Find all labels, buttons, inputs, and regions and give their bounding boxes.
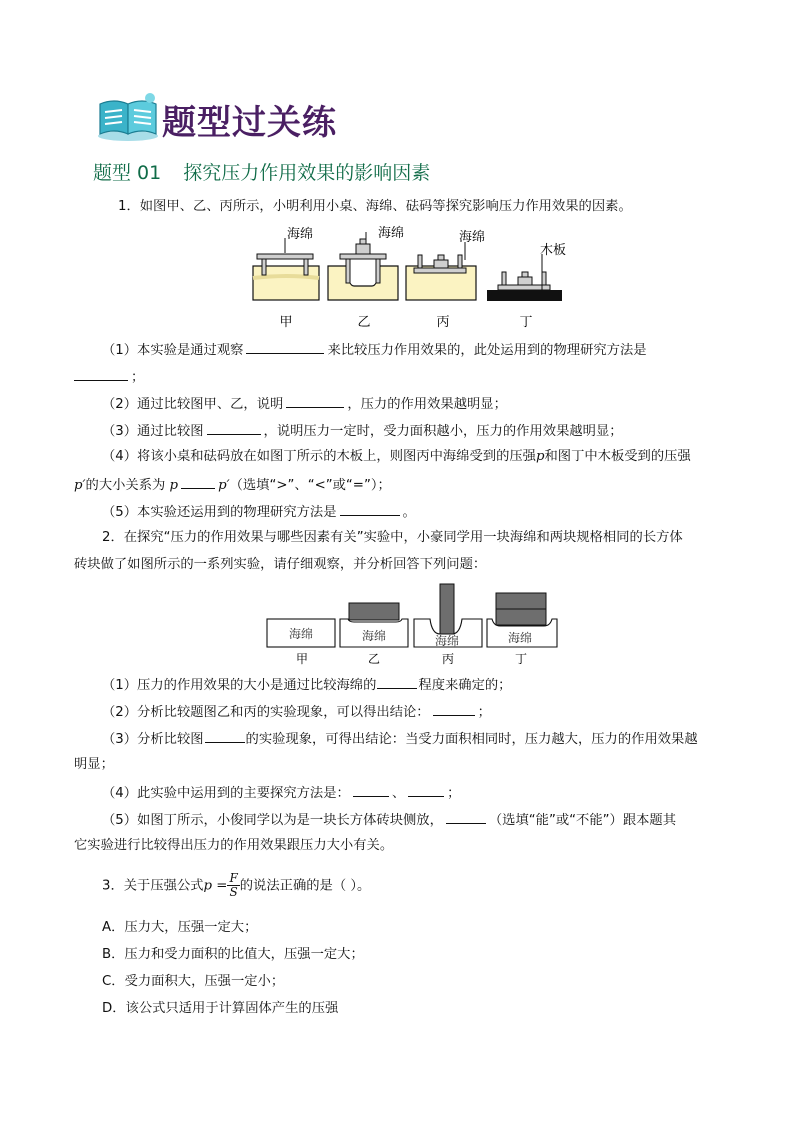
q3-stem: 3．关于压强公式p = $\frac{F}{S}$ 的说法正确的是（ ）。 — [102, 871, 371, 899]
q1-s5-blank[interactable] — [340, 501, 400, 516]
q3-option-a[interactable]: A．压力大，压强一定大； — [102, 920, 258, 935]
q1-figure — [240, 220, 570, 330]
q1-s2: （2）通过比较图甲、乙，说明 ，压力的作用效果越明显； — [102, 393, 507, 415]
q2-s1-blank[interactable] — [377, 674, 417, 689]
q1-s4: （4）将该小桌和砝码放在如图丁所示的木板上，则图丙中海绵受到的压强p和图丁中木板受到的压强 — [102, 449, 691, 464]
q2-figure — [264, 582, 564, 668]
q1-s3-blank[interactable] — [207, 420, 261, 435]
q2-stem-2: 砖块做了如图所示的一系列实验，请仔细观察，并分析回答下列问题： — [74, 557, 487, 572]
q2-s5-blank[interactable] — [446, 809, 486, 824]
fig2-brick-3 — [440, 584, 454, 634]
q1-s1-blank2[interactable] — [74, 366, 128, 381]
fig2-brick-2 — [349, 603, 399, 620]
banner-title: 题型过关练 — [162, 103, 337, 143]
q2-s2-blank[interactable] — [433, 701, 475, 716]
q1-s3: （3）通过比较图 ，说明压力一定时，受力面积越小，压力的作用效果越明显； — [102, 420, 623, 442]
q1-s5: （5）本实验还运用到的物理研究方法是 。 — [102, 501, 416, 523]
section-label: 题型 01 — [93, 162, 162, 184]
q3-option-c[interactable]: C．受力面积大，压强一定小； — [102, 974, 285, 989]
q2-s5: （5）如图丁所示，小俊同学以为是一块长方体砖块侧放， （选填“能”或“不能”）跟本题其 — [102, 809, 676, 831]
q1-s2-blank[interactable] — [286, 393, 344, 408]
book-icon — [96, 92, 162, 142]
fig2-label-1: 海绵 — [288, 627, 314, 641]
fig1-bing — [406, 230, 485, 300]
fig2-label-4: 海绵 — [507, 631, 533, 645]
q1-s1-blank1[interactable] — [246, 339, 324, 354]
q2-s3-cont: 明显； — [74, 757, 114, 772]
q3-option-d[interactable]: D．该公式只适用于计算固体产生的压强 — [102, 1001, 339, 1016]
fig2-label-3: 海绵 — [434, 634, 460, 648]
q2-s4-blank1[interactable] — [353, 782, 389, 797]
q2-s4-blank2[interactable] — [408, 782, 444, 797]
q1-s4-blank[interactable] — [181, 474, 215, 489]
fig1-caption-2: 乙 — [357, 315, 371, 330]
q3-option-b[interactable]: B．压力和受力面积的比值大，压强一定大； — [102, 947, 364, 962]
fig1-ding — [487, 242, 566, 301]
fig2-brick-4a — [496, 593, 546, 609]
fig1-caption-3: 丙 — [436, 315, 450, 330]
fig1-label-4: 木板 — [540, 243, 567, 258]
fig2-caption-3: 丙 — [441, 652, 455, 666]
fig1-label-1: 海绵 — [287, 227, 314, 242]
fig1-label-3: 海绵 — [459, 230, 486, 245]
fig1-label-2: 海绵 — [378, 226, 405, 241]
fig1-jia — [253, 227, 319, 300]
q3-formula-fraction: $\frac{F}{S}$ — [229, 871, 238, 899]
fig1-caption-4: 丁 — [519, 315, 533, 330]
q2-s1: （1）压力的作用效果的大小是通过比较海绵的 程度来确定的； — [102, 674, 511, 696]
fig2-label-2: 海绵 — [361, 629, 387, 643]
q1-s1: （1）本实验是通过观察 来比较压力作用效果的，此处运用到的物理研究方法是 — [102, 339, 647, 361]
q2-s2: （2）分析比较题图乙和丙的实验现象，可以得出结论： ； — [102, 701, 491, 723]
q2-s5-cont: 它实验进行比较得出压力的作用效果跟压力大小有关。 — [74, 838, 394, 853]
fig1-caption-1: 甲 — [279, 315, 293, 330]
q2-stem-1: 2．在探究“压力的作用效果与哪些因素有关”实验中，小豪同学用一块海绵和两块规格相同的长方体 — [102, 530, 683, 545]
q1-s1-cont: ； — [74, 366, 144, 388]
section-heading: 探究压力作用效果的影响因素 — [183, 162, 431, 184]
q2-s3: （3）分析比较图 的实验现象，可得出结论：当受力面积相同时，压力越大，压力的作用效果越 — [102, 728, 698, 750]
q1-stem: 1．如图甲、乙、丙所示，小明利用小桌、海绵、砝码等探究影响压力作用效果的因素。 — [118, 199, 632, 214]
fig2-caption-2: 乙 — [367, 652, 381, 666]
section-title — [93, 158, 430, 185]
fig2-caption-4: 丁 — [514, 652, 528, 666]
q2-s3-blank[interactable] — [205, 728, 245, 743]
q2-s4: （4）此实验中运用到的主要探究方法是： 、 ； — [102, 782, 460, 804]
fig2-brick-4b — [496, 609, 546, 625]
fig1-yi — [328, 226, 404, 300]
q1-s4-cont: p′的大小关系为 p p′（选填“>”、“<”或“=”）； — [74, 474, 391, 496]
fig2-caption-1: 甲 — [295, 652, 309, 666]
